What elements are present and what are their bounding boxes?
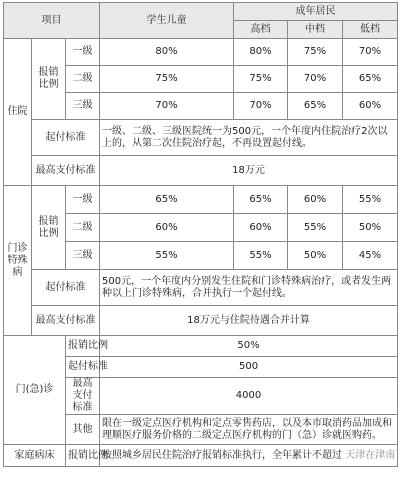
high-cell: 75% (234, 66, 288, 93)
inpatient-ratio-label: 报销比例 (32, 39, 66, 120)
header-item: 项目 (4, 3, 100, 39)
outpatient-cap-label: 最高支付标准 (66, 378, 100, 415)
outpatient-threshold-value: 500 (100, 357, 398, 378)
level-cell: 三级 (66, 242, 100, 270)
low-cell: 55% (343, 186, 398, 214)
outpatient-other-text: 限在一级定点医疗机构和定点零售药店，以及本市取消药品加成和理顺医疗服务价格的二级定点医疗机构的门（急）诊就医购药。 (100, 415, 398, 445)
high-cell: 60% (234, 214, 288, 242)
special-ratio-label: 报销比例 (32, 186, 66, 270)
outpatient-label: 门(急)诊 (4, 336, 66, 445)
low-cell: 65% (343, 66, 398, 93)
mid-cell: 65% (288, 93, 343, 120)
special-label: 门诊特殊病 (4, 186, 32, 336)
inpatient-threshold-text: 一级、二级、三级医院统一为500元，一个年度内住院治疗2次以上的，从第二次住院治疗起，不再设置起付线。 (100, 120, 398, 156)
family-ratio-label: 报销比例 (66, 445, 100, 467)
mid-cell: 55% (288, 214, 343, 242)
level-cell: 二级 (66, 66, 100, 93)
inpatient-label: 住院 (4, 39, 32, 186)
outpatient-threshold-label: 起付标准 (66, 357, 100, 378)
level-cell: 三级 (66, 93, 100, 120)
low-cell: 45% (343, 242, 398, 270)
high-cell: 55% (234, 242, 288, 270)
level-cell: 二级 (66, 214, 100, 242)
mid-cell: 60% (288, 186, 343, 214)
special-cap-label: 最高支付标准 (32, 306, 100, 336)
mid-cell: 75% (288, 39, 343, 66)
level-cell: 一级 (66, 39, 100, 66)
student-cell: 75% (100, 66, 234, 93)
low-cell: 70% (343, 39, 398, 66)
low-cell: 60% (343, 93, 398, 120)
low-cell: 50% (343, 214, 398, 242)
inpatient-threshold-label: 起付标准 (32, 120, 100, 156)
student-cell: 60% (100, 214, 234, 242)
student-cell: 80% (100, 39, 234, 66)
student-cell: 65% (100, 186, 234, 214)
header-high: 高档 (234, 21, 288, 39)
header-adult: 成年居民 (234, 3, 398, 21)
outpatient-ratio-label: 报销比例 (66, 336, 100, 357)
high-cell: 65% (234, 186, 288, 214)
header-mid: 中档 (288, 21, 343, 39)
header-low: 低档 (343, 21, 398, 39)
special-threshold-label: 起付标准 (32, 270, 100, 306)
family-ratio-cell (100, 445, 398, 467)
mid-cell: 50% (288, 242, 343, 270)
outpatient-cap-value: 4000 (100, 378, 398, 415)
mid-cell: 70% (288, 66, 343, 93)
high-cell: 70% (234, 93, 288, 120)
level-cell: 一级 (66, 186, 100, 214)
header-student: 学生儿童 (100, 3, 234, 39)
student-cell: 70% (100, 93, 234, 120)
special-cap-value: 18万元与住院待遇合并计算 (100, 306, 398, 336)
outpatient-other-label: 其他 (66, 415, 100, 445)
family-label: 家庭病床 (4, 445, 66, 467)
special-threshold-text: 500元，一个年度内分别发生住院和门诊特殊病治疗，或者发生两种以上门诊特殊病，合并执行一个起付线。 (100, 270, 398, 306)
insurance-table (3, 2, 398, 467)
outpatient-ratio-value: 50% (100, 336, 398, 357)
student-cell: 55% (100, 242, 234, 270)
family-ratio-text: 按照城乡居民住院治疗报销标准执行，全年累计不超过 (102, 449, 343, 461)
inpatient-cap-value: 18万元 (100, 156, 398, 186)
inpatient-cap-label: 最高支付标准 (32, 156, 100, 186)
high-cell: 80% (234, 39, 288, 66)
watermark-text: 天津在津南 (345, 449, 396, 461)
